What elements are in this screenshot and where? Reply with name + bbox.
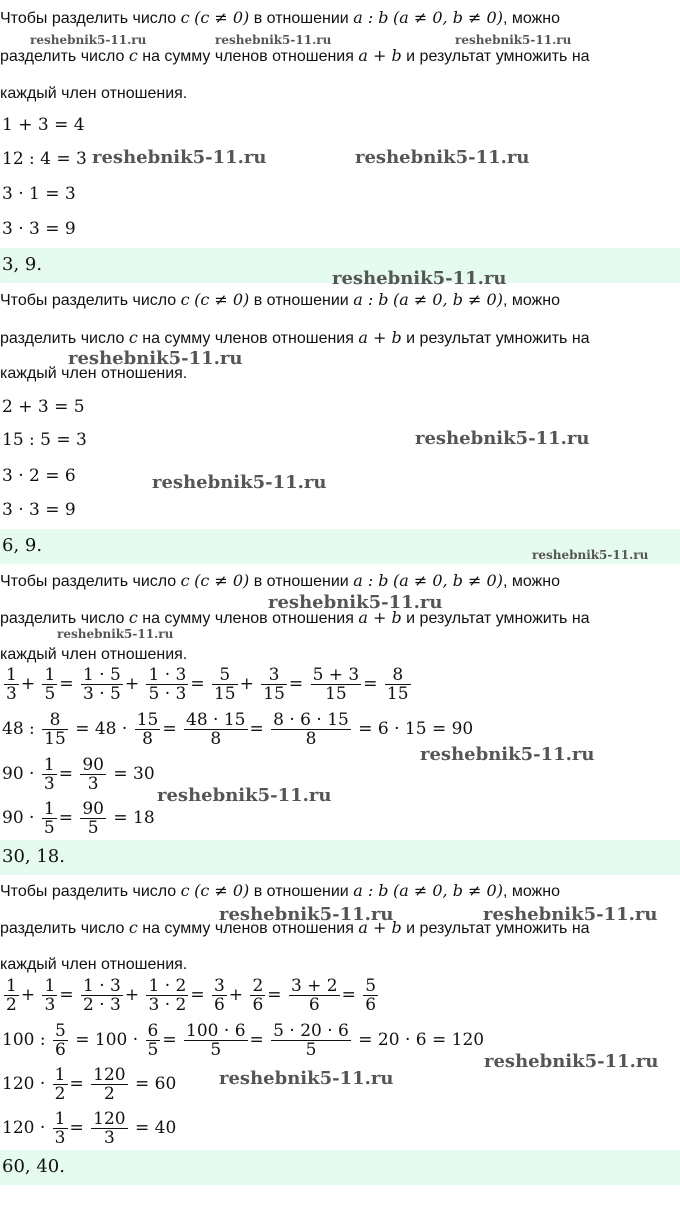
expr-text: = 48 · bbox=[75, 719, 128, 739]
numerator: 1 · 5 bbox=[82, 665, 121, 685]
denominator: 8 bbox=[210, 729, 222, 749]
watermark: reshebnik5-11.ru bbox=[57, 627, 174, 641]
intro-text: и результат умножить на bbox=[406, 610, 590, 627]
numerator: 48 · 15 bbox=[186, 710, 246, 730]
fraction bbox=[146, 666, 188, 703]
fraction bbox=[80, 800, 106, 837]
numerator: 1 bbox=[6, 665, 17, 685]
watermark: reshebnik5-11.ru bbox=[415, 428, 590, 449]
fraction bbox=[53, 1066, 68, 1103]
expr-text: 90 · bbox=[2, 808, 35, 828]
denominator: 5 bbox=[44, 684, 56, 704]
expr-text: = 100 · bbox=[75, 1030, 139, 1050]
numerator: 2 bbox=[252, 976, 264, 996]
math-sum: a + b bbox=[358, 46, 402, 65]
denominator: 15 bbox=[325, 684, 347, 704]
denominator: 5 bbox=[305, 1040, 317, 1060]
calc-line: 15 : 5 = 3 bbox=[2, 430, 87, 450]
fraction bbox=[261, 666, 287, 703]
math-sum: a + b bbox=[358, 328, 402, 347]
denominator: 15 bbox=[263, 684, 285, 704]
intro-text: на сумму членов отношения bbox=[142, 920, 354, 937]
intro-text: , можно bbox=[502, 292, 560, 309]
math-cond: (c ≠ 0) bbox=[194, 571, 250, 590]
fraction bbox=[81, 666, 123, 703]
intro-text: и результат умножить на bbox=[406, 48, 590, 65]
expr-text: = 30 bbox=[113, 764, 155, 784]
fraction-line: $\frac{1}{2}$ + $\frac{1}{3}$ = $\frac{1 \cdot 3}{2 \cdot 3}$ + $\frac{1 \cdot 2}{3 \cdot 2}$ = $\frac{3}{6}$ + $\frac{2}{6}$ = $\frac{3 + 2}{6}$ = $\frac{5}{6}$ bbox=[6, 976, 377, 1015]
watermark: reshebnik5-11.ru bbox=[355, 147, 530, 168]
numerator: 6 bbox=[147, 1021, 159, 1041]
answer-text: 60, 40. bbox=[2, 1156, 65, 1177]
math-ratio: a : b bbox=[353, 8, 389, 27]
intro-text: , можно bbox=[502, 883, 560, 900]
fraction bbox=[289, 977, 340, 1014]
watermark: reshebnik5-11.ru bbox=[68, 348, 243, 369]
watermark: reshebnik5-11.ru bbox=[484, 1051, 659, 1072]
math-sum: a + b bbox=[358, 918, 402, 937]
denominator: 8 bbox=[142, 729, 153, 749]
fraction bbox=[184, 1022, 247, 1059]
denominator: 15 bbox=[386, 684, 409, 704]
calc-line: 3 · 1 = 3 bbox=[2, 184, 76, 204]
denominator: 3 · 5 bbox=[82, 684, 121, 704]
expr-text: 48 : bbox=[2, 719, 35, 739]
denominator: 5 bbox=[147, 1040, 159, 1060]
fraction bbox=[135, 711, 161, 748]
intro-text: разделить число bbox=[0, 920, 125, 937]
numerator: 90 bbox=[82, 799, 104, 819]
math-var: c bbox=[128, 46, 138, 65]
math-var: c bbox=[128, 918, 138, 937]
fraction bbox=[4, 666, 19, 703]
math-cond: (a ≠ 0, b ≠ 0) bbox=[392, 881, 503, 900]
numerator: 3 + 2 bbox=[290, 976, 338, 996]
fraction bbox=[42, 711, 68, 748]
watermark: reshebnik5-11.ru bbox=[532, 548, 649, 562]
math-cond: (a ≠ 0, b ≠ 0) bbox=[392, 290, 503, 309]
numerator: 5 + 3 bbox=[312, 665, 360, 685]
numerator: 1 bbox=[54, 1109, 66, 1129]
numerator: 1 · 3 bbox=[148, 665, 187, 685]
denominator: 5 · 3 bbox=[148, 684, 187, 704]
fraction bbox=[42, 756, 57, 793]
numerator: 5 bbox=[365, 976, 377, 996]
answer-box bbox=[0, 840, 680, 875]
denominator: 6 bbox=[252, 995, 264, 1015]
denominator: 2 bbox=[6, 995, 17, 1015]
watermark: reshebnik5-11.ru bbox=[455, 33, 572, 47]
watermark: reshebnik5-11.ru bbox=[420, 744, 595, 765]
intro-text: Чтобы разделить число bbox=[0, 883, 177, 900]
denominator: 3 bbox=[6, 684, 17, 704]
intro-text: и результат умножить на bbox=[406, 920, 590, 937]
numerator: 3 bbox=[261, 666, 287, 685]
math-var: c bbox=[180, 571, 190, 590]
calc-line: 3 · 3 = 9 bbox=[2, 500, 76, 520]
fraction bbox=[91, 1110, 127, 1147]
expr-text: = 20 · 6 = 120 bbox=[358, 1030, 485, 1050]
denominator: 6 bbox=[213, 995, 225, 1015]
denominator: 3 · 2 bbox=[148, 995, 187, 1015]
math-var: c bbox=[128, 608, 138, 627]
numerator: 8 · 6 · 15 bbox=[273, 710, 349, 730]
denominator: 5 bbox=[43, 818, 55, 838]
calc-line: 12 : 4 = 3 bbox=[2, 149, 87, 169]
numerator: 5 bbox=[55, 1021, 66, 1041]
numerator: 8 bbox=[385, 666, 411, 685]
watermark: reshebnik5-11.ru bbox=[219, 1068, 394, 1089]
numerator: 120 bbox=[93, 1109, 126, 1129]
fraction bbox=[80, 756, 106, 793]
math-sum: a + b bbox=[358, 608, 402, 627]
denominator: 5 bbox=[210, 1040, 222, 1060]
intro-text: каждый член отношения. bbox=[0, 956, 188, 973]
math-var: c bbox=[180, 290, 190, 309]
intro-text: на сумму членов отношения bbox=[142, 330, 354, 347]
watermark: reshebnik5-11.ru bbox=[157, 785, 332, 806]
expr-text: 90 · bbox=[2, 764, 35, 784]
fraction bbox=[53, 1022, 68, 1059]
denominator: 2 bbox=[54, 1084, 66, 1104]
numerator: 120 bbox=[93, 1065, 126, 1085]
intro-text: разделить число bbox=[0, 48, 125, 65]
watermark: reshebnik5-11.ru bbox=[332, 268, 507, 289]
fraction-line: 90 · $\frac{1}{5}$ = $\frac{90}{5}$ = 18 bbox=[2, 799, 155, 838]
intro-text: Чтобы разделить число bbox=[0, 573, 177, 590]
expr-text: = 18 bbox=[113, 808, 155, 828]
numerator: 5 bbox=[212, 666, 238, 685]
denominator: 3 bbox=[44, 995, 56, 1015]
math-ratio: a : b bbox=[353, 290, 389, 309]
denominator: 6 bbox=[365, 995, 377, 1015]
numerator: 15 bbox=[136, 710, 159, 730]
math-cond: (c ≠ 0) bbox=[194, 881, 250, 900]
intro-text: Чтобы разделить число bbox=[0, 292, 177, 309]
fraction bbox=[184, 711, 247, 748]
fraction bbox=[42, 666, 57, 703]
calc-line: 3 · 2 = 6 bbox=[2, 466, 76, 486]
fraction bbox=[91, 1066, 127, 1103]
intro-text: и результат умножить на bbox=[406, 330, 590, 347]
fraction bbox=[4, 977, 19, 1014]
math-cond: (a ≠ 0, b ≠ 0) bbox=[392, 571, 503, 590]
expr-text: 120 · bbox=[2, 1118, 46, 1138]
numerator: 8 bbox=[42, 711, 68, 730]
denominator: 2 · 3 bbox=[82, 995, 121, 1015]
numerator: 1 bbox=[54, 1065, 66, 1085]
math-cond: (c ≠ 0) bbox=[194, 8, 250, 27]
fraction-line: 120 · $\frac{1}{2}$ = $\frac{120}{2}$ = 60 bbox=[2, 1065, 177, 1104]
fraction-line: 48 : $\frac{8}{15}$ = 48 · $\frac{15}{8}$ = $\frac{48 \cdot 15}{8}$ = $\frac{8 \cdot 6 \cdot 15}{8}$ = 6 · 15 = 90 bbox=[2, 710, 474, 749]
intro-text: каждый член отношения. bbox=[0, 85, 188, 102]
denominator: 6 bbox=[308, 995, 320, 1015]
answer-text: 30, 18. bbox=[2, 846, 65, 867]
numerator: 100 · 6 bbox=[186, 1021, 246, 1041]
expr-text: 120 · bbox=[2, 1074, 46, 1094]
fraction bbox=[146, 977, 188, 1014]
watermark: reshebnik5-11.ru bbox=[215, 33, 332, 47]
calc-line: 1 + 3 = 4 bbox=[2, 115, 85, 135]
intro-text: в отношении bbox=[253, 10, 349, 27]
fraction bbox=[271, 1022, 351, 1059]
intro-text: каждый член отношения. bbox=[0, 646, 188, 663]
denominator: 8 bbox=[305, 729, 317, 749]
denominator: 6 bbox=[55, 1040, 66, 1060]
numerator: 5 · 20 · 6 bbox=[273, 1021, 349, 1041]
expr-text: = 6 · 15 = 90 bbox=[358, 719, 474, 739]
math-cond: (a ≠ 0, b ≠ 0) bbox=[392, 8, 503, 27]
watermark: reshebnik5-11.ru bbox=[92, 147, 267, 168]
fraction bbox=[311, 666, 362, 703]
expr-text: = 60 bbox=[135, 1074, 177, 1094]
numerator: 1 bbox=[6, 976, 17, 996]
denominator: 3 bbox=[87, 774, 99, 794]
watermark: reshebnik5-11.ru bbox=[152, 472, 327, 493]
expr-text: 100 : bbox=[2, 1030, 46, 1050]
fraction bbox=[271, 711, 351, 748]
watermark: reshebnik5-11.ru bbox=[219, 904, 394, 925]
fraction bbox=[250, 977, 265, 1014]
intro-text: каждый член отношения. bbox=[0, 365, 188, 382]
fraction bbox=[363, 977, 378, 1014]
fraction bbox=[146, 1022, 161, 1059]
fraction bbox=[212, 666, 238, 703]
answer-text: 3, 9. bbox=[2, 254, 43, 275]
answer-text: 6, 9. bbox=[2, 535, 43, 556]
denominator: 3 bbox=[103, 1128, 115, 1148]
expr-text: = 40 bbox=[135, 1118, 177, 1138]
numerator: 90 bbox=[82, 755, 104, 775]
math-ratio: a : b bbox=[353, 881, 389, 900]
numerator: 1 · 2 bbox=[148, 976, 187, 996]
intro-text: Чтобы разделить число bbox=[0, 10, 177, 27]
calc-line: 3 · 3 = 9 bbox=[2, 219, 76, 239]
math-ratio: a : b bbox=[353, 571, 389, 590]
fraction bbox=[385, 666, 411, 703]
fraction bbox=[42, 800, 57, 837]
fraction-line: 100 : $\frac{5}{6}$ = 100 · $\frac{6}{5}$ = $\frac{100 \cdot 6}{5}$ = $\frac{5 \cdot 20 \cdot 6}{5}$ = 20 · 6 = 120 bbox=[2, 1021, 485, 1060]
numerator: 1 bbox=[43, 799, 55, 819]
fraction-line: $\frac{1}{3}$ + $\frac{1}{5}$ = $\frac{1 \cdot 5}{3 \cdot 5}$ + $\frac{1 \cdot 3}{5 \cdot 3}$ = $\frac{5}{15}$ + $\frac{3}{15}$ = $\frac{5 + 3}{15}$ = $\frac{8}{15}$ bbox=[6, 665, 409, 704]
fraction bbox=[212, 977, 227, 1014]
watermark: reshebnik5-11.ru bbox=[30, 33, 147, 47]
math-var: c bbox=[180, 8, 190, 27]
denominator: 3 bbox=[54, 1128, 66, 1148]
numerator: 1 bbox=[43, 755, 55, 775]
fraction bbox=[53, 1110, 68, 1147]
fraction-line: 120 · $\frac{1}{3}$ = $\frac{120}{3}$ = 40 bbox=[2, 1109, 177, 1148]
denominator: 5 bbox=[87, 818, 99, 838]
watermark: reshebnik5-11.ru bbox=[268, 592, 443, 613]
denominator: 15 bbox=[44, 729, 66, 749]
intro-text: , можно bbox=[502, 10, 560, 27]
answer-box bbox=[0, 1150, 680, 1185]
fraction bbox=[81, 977, 123, 1014]
math-cond: (c ≠ 0) bbox=[194, 290, 250, 309]
intro-text: разделить число bbox=[0, 330, 125, 347]
numerator: 1 bbox=[44, 665, 56, 685]
numerator: 1 bbox=[44, 976, 56, 996]
intro-text: в отношении bbox=[253, 573, 349, 590]
numerator: 3 bbox=[213, 976, 225, 996]
math-var: c bbox=[180, 881, 190, 900]
math-var: c bbox=[128, 328, 138, 347]
denominator: 15 bbox=[213, 684, 236, 704]
intro-text: разделить число bbox=[0, 610, 125, 627]
intro-text: в отношении bbox=[253, 292, 349, 309]
calc-line: 2 + 3 = 5 bbox=[2, 397, 85, 417]
intro-text: на сумму членов отношения bbox=[142, 610, 354, 627]
intro-text: на сумму членов отношения bbox=[142, 48, 354, 65]
numerator: 1 · 3 bbox=[82, 976, 121, 996]
watermark: reshebnik5-11.ru bbox=[483, 904, 658, 925]
fraction-line: 90 · $\frac{1}{3}$ = $\frac{90}{3}$ = 30 bbox=[2, 755, 155, 794]
denominator: 2 bbox=[103, 1084, 115, 1104]
fraction bbox=[42, 977, 57, 1014]
intro-text: , можно bbox=[502, 573, 560, 590]
intro-text: в отношении bbox=[253, 883, 349, 900]
denominator: 3 bbox=[43, 774, 55, 794]
